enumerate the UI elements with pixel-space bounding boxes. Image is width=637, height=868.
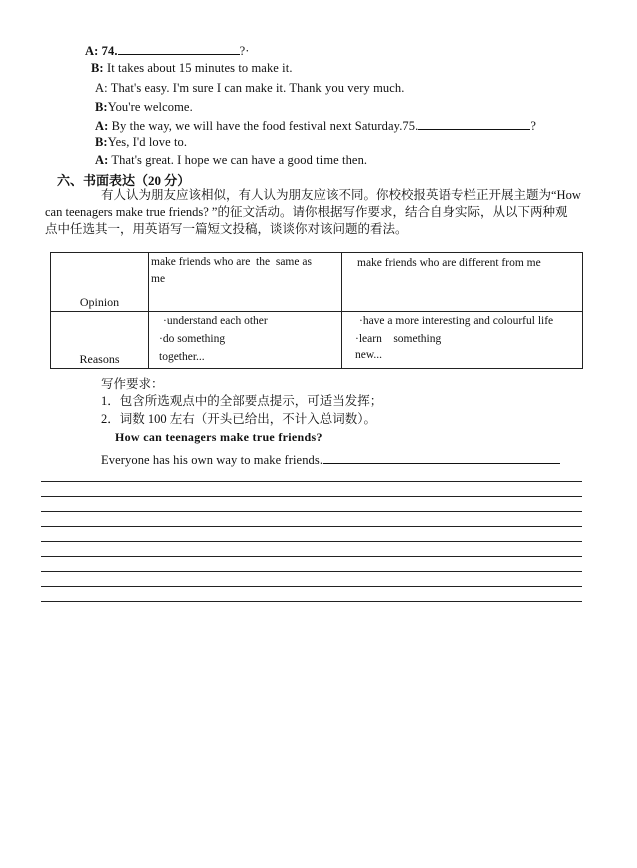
speaker-label: B:	[91, 61, 104, 75]
option-b-opinion-cell	[342, 253, 583, 312]
option-a-reason: together...	[159, 351, 205, 363]
writing-line[interactable]	[41, 481, 582, 482]
line-suffix: ?·	[239, 44, 250, 58]
dialogue-text: That's great. I hope we can have a good time then.	[111, 153, 368, 167]
essay-opening: Everyone has his own way to make friends.	[101, 453, 324, 467]
writing-line[interactable]	[41, 571, 582, 572]
speaker-label: A:	[95, 153, 109, 167]
reasons-label-cell	[51, 312, 149, 369]
option-a-opinion-line-1: make friends who are the same as	[151, 256, 312, 268]
speaker-label: A:	[85, 44, 99, 58]
intro-line-1: 有人认为朋友应该相似，有人认为朋友应该不同。你校校报英语专栏正开展主题为“How	[101, 188, 581, 202]
opinion-label-cell	[51, 253, 149, 312]
opinion-label: Opinion	[79, 295, 120, 309]
writing-line[interactable]	[41, 556, 582, 557]
requirement-item: 1．包含所选观点中的全部要点提示，可适当发挥；	[101, 394, 383, 408]
option-b-reasons-cell	[342, 312, 583, 369]
line-suffix: ?	[530, 119, 537, 133]
intro-line-3: 点中任选其一，用英语写一篇短文投稿，谈谈你对该问题的看法。	[45, 222, 408, 236]
answer-blank-75[interactable]	[418, 118, 530, 130]
option-a-reason: ·understand each other	[163, 315, 268, 327]
dialogue-text: It takes about 15 minutes to make it.	[106, 61, 293, 75]
speaker-label: B:	[95, 135, 108, 149]
writing-line[interactable]	[41, 601, 582, 602]
writing-line[interactable]	[41, 541, 582, 542]
opinion-row	[51, 253, 583, 312]
option-a-opinion-line-2: me	[151, 273, 166, 285]
dialogue-line-75	[95, 118, 536, 134]
dialogue-line	[95, 135, 187, 150]
option-b-reason: ·learn something	[355, 333, 442, 345]
speaker-label: A:	[95, 119, 109, 133]
reasons-row	[51, 312, 583, 369]
writing-line[interactable]	[41, 496, 582, 497]
section-heading: 六、书面表达（20 分）	[57, 173, 191, 188]
answer-blank-74[interactable]	[118, 43, 240, 55]
option-b-reason: ·have a more interesting and colourful life	[359, 315, 554, 327]
option-a-reasons-cell	[149, 312, 342, 369]
intro-line-2: can teenagers make true friends? ”的征文活动。请你根据写作要求，结合自身实际，从以下两种观	[45, 205, 568, 219]
dialogue-line	[91, 61, 293, 76]
dialogue-line	[95, 81, 405, 96]
essay-title: How can teenagers make true friends?	[115, 430, 323, 444]
speaker-label: A:	[95, 81, 108, 95]
question-number: 74.	[101, 44, 118, 58]
writing-blank-first[interactable]	[323, 452, 560, 464]
dialogue-line	[95, 153, 367, 168]
dialogue-text: Yes, I'd love to.	[107, 135, 188, 149]
dialogue-text: That's easy. I'm sure I can make it. Thank you very much.	[110, 81, 405, 95]
dialogue-text: By the way, we will have the food festival next Saturday.75.	[111, 119, 419, 133]
requirement-item: 2．词数 100 左右（开头已给出，不计入总词数）。	[101, 412, 377, 426]
dialogue-line	[95, 100, 193, 115]
dialogue-line-74	[85, 43, 249, 59]
writing-line[interactable]	[41, 526, 582, 527]
option-b-opinion: make friends who are different from me	[357, 257, 541, 269]
dialogue-text: You're welcome.	[107, 100, 193, 114]
writing-line[interactable]	[41, 586, 582, 587]
essay-opening-line	[101, 452, 560, 468]
writing-line[interactable]	[41, 511, 582, 512]
option-a-opinion-cell	[149, 253, 342, 312]
speaker-label: B:	[95, 100, 108, 114]
option-b-reason: new...	[355, 349, 383, 361]
option-a-reason: ·do something	[159, 333, 226, 345]
opinion-table	[50, 252, 583, 369]
reasons-label: Reasons	[79, 352, 120, 366]
requirements-heading: 写作要求：	[101, 377, 164, 391]
